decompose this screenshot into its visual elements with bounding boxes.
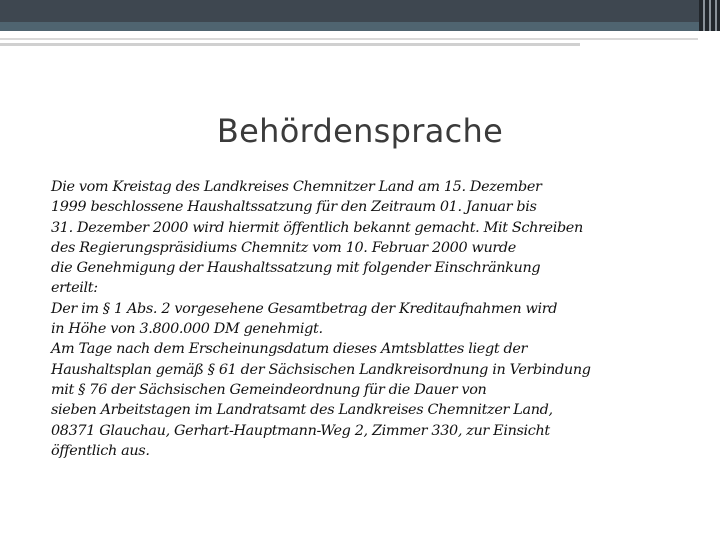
body-line: in Höhe von 3.800.000 DM genehmigt. [51,321,323,338]
body-line: 08371 Glauchau, Gerhart-Hauptmann-Weg 2, Zimmer 330, zur Einsicht [51,422,550,439]
body-line: Am Tage nach dem Erscheinungsdatum dieses Amtsblattes liegt der [51,341,528,358]
body-line: Der im § 1 Abs. 2 vorgesehene Gesamtbetrag der Kreditaufnahmen wird [51,300,558,317]
body-line: erteilt: [51,280,98,297]
header-corner-block [699,0,720,31]
body-line: öffentlich aus. [51,442,150,459]
body-line: des Regierungspräsidiums Chemnitz vom 10. Februar 2000 wurde [51,239,516,256]
body-line: 31. Dezember 2000 wird hiermit öffentlich bekannt gemacht. Mit Schreiben [51,219,583,236]
header-divider-line [0,38,698,40]
body-line: die Genehmigung der Haushaltssatzung mit folgender Einschränkung [51,260,541,277]
body-line: Die vom Kreistag des Landkreises Chemnitzer Land am 15. Dezember [51,179,542,195]
corner-stripe [703,0,705,31]
corner-stripe [715,0,717,31]
body-line: 1999 beschlossene Haushaltssatzung für den Zeitraum 01. Januar bis [51,199,537,216]
header-bar [0,0,720,22]
body-line: sieben Arbeitstagen im Landratsamt des Landkreises Chemnitzer Land, [51,402,553,419]
slide-body [51,177,691,461]
header-accent-bar [0,22,720,31]
header-divider-line-short [0,43,580,46]
corner-stripe [709,0,711,31]
body-line: Haushaltsplan gemäß § 61 der Sächsischen Landkreisordnung in Verbindung [51,361,591,378]
body-line: mit § 76 der Sächsischen Gemeindeordnung für die Dauer von [51,381,487,398]
slide-title: Behördensprache [216,112,504,150]
